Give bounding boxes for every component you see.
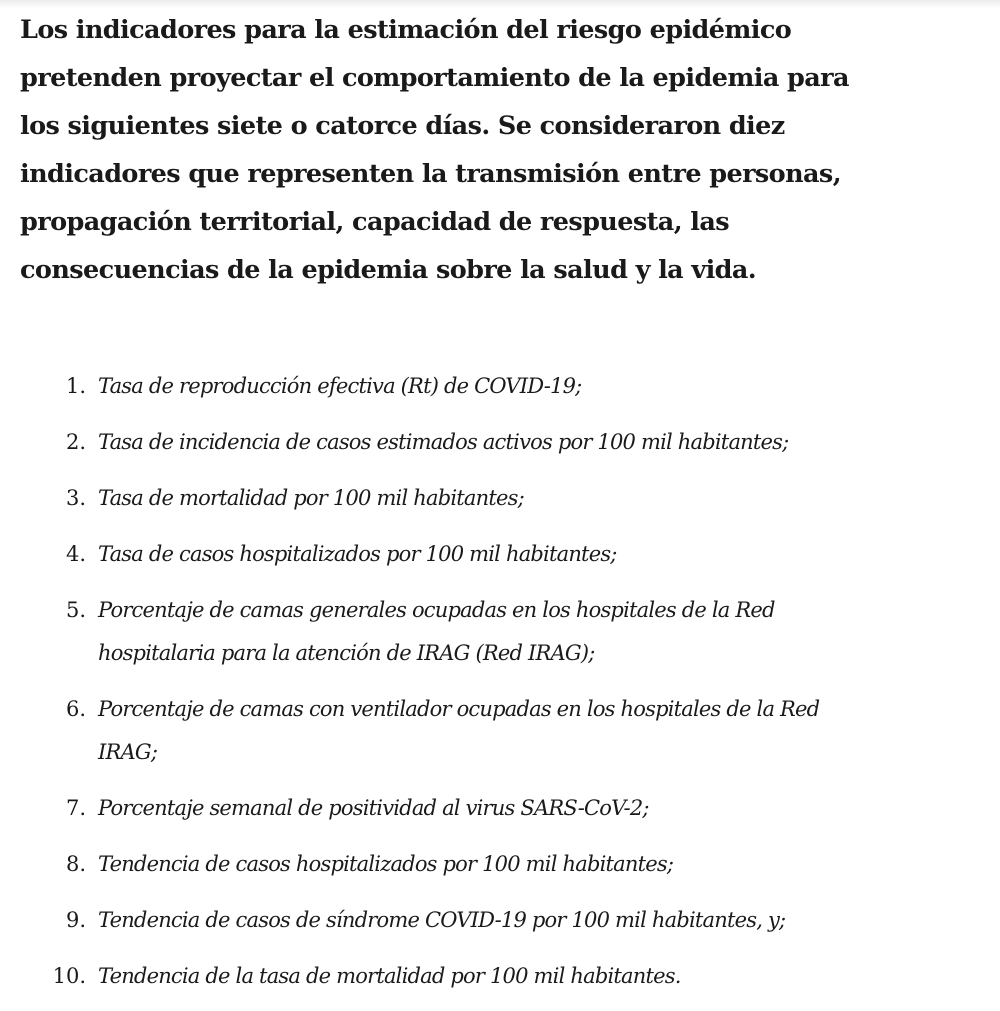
item-text: IRAG;	[98, 740, 158, 764]
item-number: 10.	[52, 964, 86, 988]
intro-line: consecuencias de la epidemia sobre la salud y la vida.	[20, 255, 757, 285]
intro-paragraph	[20, 6, 990, 294]
intro-line: indicadores que representen la transmisión entre personas,	[20, 159, 841, 189]
item-text: Tendencia de casos hospitalizados por 100 mil habitantes;	[98, 852, 674, 876]
item-text: Porcentaje de camas con ventilador ocupadas en los hospitales de la Red	[98, 697, 820, 721]
item-text: Tendencia de la tasa de mortalidad por 100 mil habitantes.	[98, 964, 681, 988]
list-item	[0, 843, 1000, 886]
item-number: 6.	[65, 697, 86, 721]
item-text: Porcentaje semanal de positividad al virus SARS-CoV-2;	[98, 796, 649, 820]
intro-line: propagación territorial, capacidad de respuesta, las	[20, 207, 730, 237]
list-item	[0, 688, 1000, 774]
list-item	[0, 533, 1000, 576]
item-number: 5.	[65, 598, 86, 622]
item-text: Porcentaje de camas generales ocupadas en los hospitales de la Red	[98, 598, 775, 622]
list-item	[0, 477, 1000, 520]
item-number: 9.	[65, 908, 86, 932]
item-number: 2.	[65, 430, 86, 454]
intro-line: Los indicadores para la estimación del riesgo epidémico	[20, 15, 792, 45]
intro-line: los siguientes siete o catorce días. Se consideraron diez	[20, 111, 785, 141]
item-text: Tasa de mortalidad por 100 mil habitantes;	[98, 486, 524, 510]
item-number: 1.	[65, 374, 86, 398]
item-number: 4.	[65, 542, 86, 566]
item-text: Tendencia de casos de síndrome COVID-19 por 100 mil habitantes, y;	[98, 908, 786, 932]
list-item	[0, 365, 1000, 408]
item-text: Tasa de incidencia de casos estimados activos por 100 mil habitantes;	[98, 430, 789, 454]
item-number: 7.	[65, 796, 86, 820]
intro-line: pretenden proyectar el comportamiento de la epidemia para	[20, 63, 849, 93]
list-item	[0, 955, 1000, 998]
list-item	[0, 787, 1000, 830]
item-text: hospitalaria para la atención de IRAG (Red IRAG);	[98, 641, 595, 665]
item-text: Tasa de casos hospitalizados por 100 mil habitantes;	[98, 542, 617, 566]
indicator-list	[0, 365, 1000, 1011]
item-number: 3.	[65, 486, 86, 510]
item-text: Tasa de reproducción efectiva (Rt) de COVID-19;	[98, 374, 582, 398]
list-item	[0, 421, 1000, 464]
list-item	[0, 899, 1000, 942]
item-number: 8.	[65, 852, 86, 876]
list-item	[0, 589, 1000, 675]
